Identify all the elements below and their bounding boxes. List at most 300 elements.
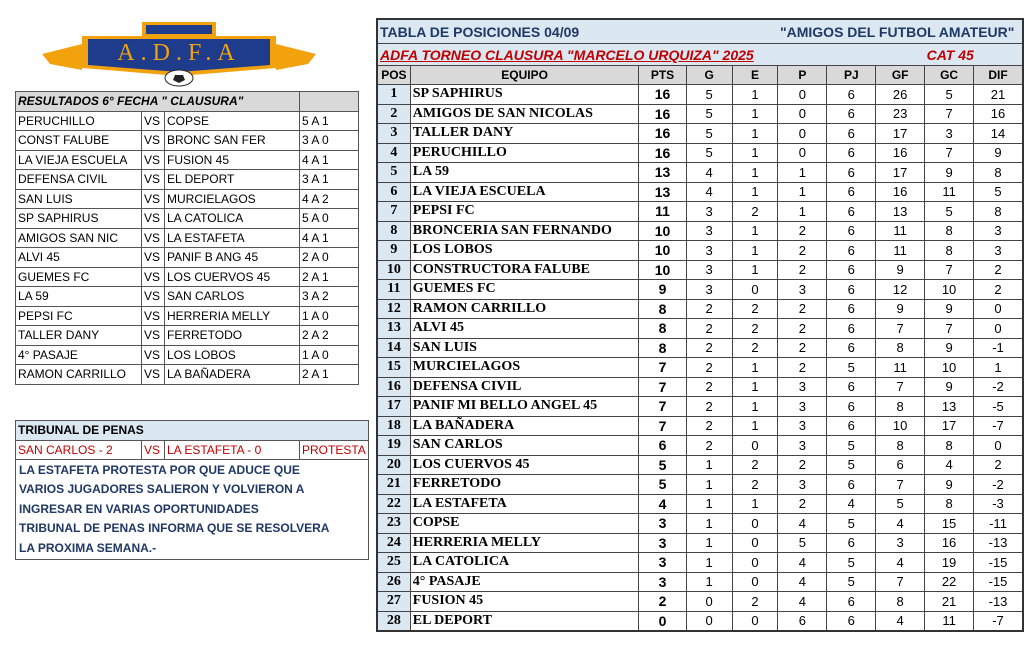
lost-cell: 3 — [778, 280, 827, 300]
played-cell: 6 — [827, 202, 876, 222]
position-cell: 2 — [377, 104, 410, 124]
points-cell: 7 — [639, 416, 686, 436]
column-header: GF — [876, 66, 925, 85]
points-cell: 6 — [639, 436, 686, 456]
result-score: 4 A 1 — [300, 150, 359, 170]
result-home-team: TALLER DANY — [16, 326, 142, 346]
won-cell: 3 — [686, 260, 732, 280]
won-cell: 3 — [686, 280, 732, 300]
drawn-cell: 0 — [732, 436, 778, 456]
goal-diff-cell: -2 — [974, 377, 1023, 397]
position-cell: 24 — [377, 533, 410, 553]
points-cell: 3 — [639, 533, 686, 553]
drawn-cell: 1 — [732, 124, 778, 144]
standings-row — [377, 358, 1023, 378]
column-header: PJ — [827, 66, 876, 85]
result-away-team: COPSE — [165, 111, 300, 131]
result-vs: VS — [142, 209, 165, 229]
goals-for-cell: 3 — [876, 533, 925, 553]
position-cell: 21 — [377, 475, 410, 495]
lost-cell: 4 — [778, 592, 827, 612]
team-cell: LA CATOLICA — [410, 553, 639, 573]
standings-row — [377, 436, 1023, 456]
team-cell: LA ESTAFETA — [410, 494, 639, 514]
result-row — [16, 326, 359, 346]
result-row — [16, 150, 359, 170]
played-cell: 6 — [827, 611, 876, 631]
team-cell: 4° PASAJE — [410, 572, 639, 592]
goals-against-cell: 7 — [925, 143, 974, 163]
position-cell: 1 — [377, 85, 410, 105]
drawn-cell: 1 — [732, 221, 778, 241]
team-cell: AMIGOS DE SAN NICOLAS — [410, 104, 639, 124]
drawn-cell: 1 — [732, 143, 778, 163]
lost-cell: 2 — [778, 299, 827, 319]
goals-against-cell: 9 — [925, 338, 974, 358]
standings-row — [377, 611, 1023, 631]
column-header: EQUIPO — [410, 66, 639, 85]
result-score: 1 A 0 — [300, 345, 359, 365]
team-cell: GUEMES FC — [410, 280, 639, 300]
won-cell: 1 — [686, 572, 732, 592]
result-vs: VS — [142, 170, 165, 190]
standings-row — [377, 455, 1023, 475]
drawn-cell: 2 — [732, 475, 778, 495]
goals-against-cell: 3 — [925, 124, 974, 144]
tribunal-away: LA ESTAFETA - 0 — [165, 440, 300, 460]
played-cell: 6 — [827, 241, 876, 261]
result-score: 4 A 2 — [300, 189, 359, 209]
goals-against-cell: 9 — [925, 299, 974, 319]
result-score: 5 A 0 — [300, 209, 359, 229]
played-cell: 4 — [827, 494, 876, 514]
goal-diff-cell: 5 — [974, 182, 1023, 202]
lost-cell: 6 — [778, 611, 827, 631]
tribunal-note-line: INGRESAR EN VARIAS OPORTUNIDADES — [19, 501, 259, 516]
lost-cell: 2 — [778, 494, 827, 514]
goal-diff-cell: -13 — [974, 533, 1023, 553]
goals-for-cell: 12 — [876, 280, 925, 300]
standings-row — [377, 124, 1023, 144]
position-cell: 22 — [377, 494, 410, 514]
result-home-team: SP SAPHIRUS — [16, 209, 142, 229]
standings-row — [377, 572, 1023, 592]
won-cell: 2 — [686, 319, 732, 339]
goals-against-cell: 22 — [925, 572, 974, 592]
goal-diff-cell: 2 — [974, 280, 1023, 300]
position-cell: 15 — [377, 358, 410, 378]
played-cell: 6 — [827, 221, 876, 241]
goal-diff-cell: 0 — [974, 299, 1023, 319]
points-cell: 9 — [639, 280, 686, 300]
result-away-team: EL DEPORT — [165, 170, 300, 190]
adfa-logo — [42, 18, 316, 88]
results-title: RESULTADOS 6° FECHA " CLAUSURA" — [16, 92, 300, 112]
tribunal-vs: VS — [142, 440, 165, 460]
result-row — [16, 131, 359, 151]
position-cell: 9 — [377, 241, 410, 261]
result-home-team: CONST FALUBE — [16, 131, 142, 151]
points-cell: 3 — [639, 553, 686, 573]
position-cell: 18 — [377, 416, 410, 436]
position-cell: 6 — [377, 182, 410, 202]
points-cell: 13 — [639, 163, 686, 183]
result-vs: VS — [142, 326, 165, 346]
won-cell: 2 — [686, 299, 732, 319]
standings-row — [377, 319, 1023, 339]
standings-row — [377, 85, 1023, 105]
won-cell: 3 — [686, 221, 732, 241]
goals-for-cell: 16 — [876, 143, 925, 163]
result-score: 1 A 0 — [300, 306, 359, 326]
goal-diff-cell: -13 — [974, 592, 1023, 612]
goals-for-cell: 11 — [876, 358, 925, 378]
lost-cell: 4 — [778, 572, 827, 592]
points-cell: 10 — [639, 241, 686, 261]
lost-cell: 3 — [778, 416, 827, 436]
drawn-cell: 1 — [732, 377, 778, 397]
standings-row — [377, 416, 1023, 436]
team-cell: FERRETODO — [410, 475, 639, 495]
result-away-team: LA CATOLICA — [165, 209, 300, 229]
result-vs: VS — [142, 248, 165, 268]
goals-against-cell: 11 — [925, 611, 974, 631]
result-home-team: GUEMES FC — [16, 267, 142, 287]
played-cell: 6 — [827, 260, 876, 280]
tribunal-note-line: LA ESTAFETA PROTESTA POR QUE ADUCE QUE — [19, 463, 300, 477]
result-home-team: DEFENSA CIVIL — [16, 170, 142, 190]
won-cell: 5 — [686, 85, 732, 105]
won-cell: 1 — [686, 455, 732, 475]
result-away-team: FUSION 45 — [165, 150, 300, 170]
goal-diff-cell: 14 — [974, 124, 1023, 144]
won-cell: 0 — [686, 611, 732, 631]
goal-diff-cell: 8 — [974, 202, 1023, 222]
goals-against-cell: 13 — [925, 397, 974, 417]
goals-against-cell: 15 — [925, 514, 974, 534]
goals-against-cell: 9 — [925, 475, 974, 495]
goals-for-cell: 11 — [876, 241, 925, 261]
standings-row — [377, 143, 1023, 163]
result-away-team: PANIF B ANG 45 — [165, 248, 300, 268]
won-cell: 2 — [686, 397, 732, 417]
lost-cell: 2 — [778, 358, 827, 378]
points-cell: 3 — [639, 514, 686, 534]
standings-row — [377, 553, 1023, 573]
goals-against-cell: 5 — [925, 85, 974, 105]
standings-row — [377, 202, 1023, 222]
standings-row — [377, 299, 1023, 319]
played-cell: 5 — [827, 572, 876, 592]
drawn-cell: 1 — [732, 182, 778, 202]
column-header: POS — [377, 66, 410, 85]
tribunal-home: SAN CARLOS - 2 — [16, 440, 142, 460]
goals-against-cell: 9 — [925, 163, 974, 183]
team-cell: LA VIEJA ESCUELA — [410, 182, 639, 202]
goals-for-cell: 23 — [876, 104, 925, 124]
team-cell: DEFENSA CIVIL — [410, 377, 639, 397]
goals-for-cell: 16 — [876, 182, 925, 202]
lost-cell: 0 — [778, 104, 827, 124]
result-score: 3 A 0 — [300, 131, 359, 151]
position-cell: 11 — [377, 280, 410, 300]
result-away-team: LA ESTAFETA — [165, 228, 300, 248]
goals-for-cell: 7 — [876, 572, 925, 592]
team-cell: LA BAÑADERA — [410, 416, 639, 436]
result-home-team: RAMON CARRILLO — [16, 365, 142, 385]
goal-diff-cell: 0 — [974, 436, 1023, 456]
team-cell: SAN CARLOS — [410, 436, 639, 456]
won-cell: 0 — [686, 592, 732, 612]
lost-cell: 0 — [778, 124, 827, 144]
goal-diff-cell: -7 — [974, 416, 1023, 436]
drawn-cell: 1 — [732, 494, 778, 514]
drawn-cell: 2 — [732, 202, 778, 222]
standings-row — [377, 494, 1023, 514]
position-cell: 3 — [377, 124, 410, 144]
drawn-cell: 1 — [732, 397, 778, 417]
position-cell: 19 — [377, 436, 410, 456]
standings-row — [377, 592, 1023, 612]
logo-text: A.D.F.A — [117, 40, 241, 66]
won-cell: 2 — [686, 416, 732, 436]
standings-title: TABLA DE POSICIONES 04/09 — [377, 19, 778, 44]
goals-against-cell: 8 — [925, 494, 974, 514]
goals-for-cell: 9 — [876, 299, 925, 319]
won-cell: 5 — [686, 104, 732, 124]
points-cell: 10 — [639, 221, 686, 241]
goals-against-cell: 5 — [925, 202, 974, 222]
lost-cell: 1 — [778, 163, 827, 183]
played-cell: 6 — [827, 124, 876, 144]
points-cell: 8 — [639, 319, 686, 339]
won-cell: 1 — [686, 533, 732, 553]
goals-for-cell: 8 — [876, 338, 925, 358]
standings-row — [377, 241, 1023, 261]
drawn-cell: 0 — [732, 572, 778, 592]
goal-diff-cell: -5 — [974, 397, 1023, 417]
standings-organization: "AMIGOS DEL FUTBOL AMATEUR" — [778, 19, 1023, 44]
result-away-team: LOS CUERVOS 45 — [165, 267, 300, 287]
team-cell: SP SAPHIRUS — [410, 85, 639, 105]
lost-cell: 3 — [778, 397, 827, 417]
standings-row — [377, 338, 1023, 358]
tribunal-note-line: LA PROXIMA SEMANA.- — [19, 540, 157, 555]
position-cell: 28 — [377, 611, 410, 631]
goals-against-cell: 9 — [925, 377, 974, 397]
lost-cell: 1 — [778, 182, 827, 202]
team-cell: SAN LUIS — [410, 338, 639, 358]
goals-for-cell: 5 — [876, 494, 925, 514]
standings-row — [377, 104, 1023, 124]
lost-cell: 0 — [778, 85, 827, 105]
points-cell: 4 — [639, 494, 686, 514]
lost-cell: 2 — [778, 260, 827, 280]
standings-row — [377, 260, 1023, 280]
result-away-team: BRONC SAN FER — [165, 131, 300, 151]
goals-for-cell: 4 — [876, 514, 925, 534]
result-home-team: 4° PASAJE — [16, 345, 142, 365]
won-cell: 2 — [686, 338, 732, 358]
tribunal-note — [16, 460, 369, 560]
standings-row — [377, 280, 1023, 300]
won-cell: 5 — [686, 143, 732, 163]
team-cell: PEPSI FC — [410, 202, 639, 222]
lost-cell: 2 — [778, 221, 827, 241]
points-cell: 13 — [639, 182, 686, 202]
goals-for-cell: 9 — [876, 260, 925, 280]
goals-for-cell: 8 — [876, 592, 925, 612]
tribunal-note-line: TRIBUNAL DE PENAS INFORMA QUE SE RESOLVERA — [19, 521, 330, 536]
drawn-cell: 1 — [732, 104, 778, 124]
lost-cell: 4 — [778, 514, 827, 534]
position-cell: 26 — [377, 572, 410, 592]
goal-diff-cell: 9 — [974, 143, 1023, 163]
goals-for-cell: 13 — [876, 202, 925, 222]
goals-against-cell: 4 — [925, 455, 974, 475]
goals-for-cell: 4 — [876, 553, 925, 573]
played-cell: 6 — [827, 319, 876, 339]
won-cell: 5 — [686, 124, 732, 144]
drawn-cell: 1 — [732, 241, 778, 261]
played-cell: 6 — [827, 182, 876, 202]
played-cell: 6 — [827, 475, 876, 495]
standings-row — [377, 475, 1023, 495]
lost-cell: 3 — [778, 377, 827, 397]
points-cell: 7 — [639, 358, 686, 378]
standings-table — [376, 18, 1024, 632]
standings-row — [377, 182, 1023, 202]
goals-for-cell: 8 — [876, 397, 925, 417]
played-cell: 6 — [827, 280, 876, 300]
drawn-cell: 0 — [732, 533, 778, 553]
result-home-team: PEPSI FC — [16, 306, 142, 326]
goals-for-cell: 7 — [876, 319, 925, 339]
played-cell: 5 — [827, 455, 876, 475]
lost-cell: 5 — [778, 533, 827, 553]
goals-against-cell: 10 — [925, 358, 974, 378]
points-cell: 7 — [639, 377, 686, 397]
goal-diff-cell: -7 — [974, 611, 1023, 631]
goal-diff-cell: -3 — [974, 494, 1023, 514]
goal-diff-cell: 0 — [974, 319, 1023, 339]
won-cell: 3 — [686, 241, 732, 261]
result-vs: VS — [142, 287, 165, 307]
goals-against-cell: 8 — [925, 221, 974, 241]
position-cell: 27 — [377, 592, 410, 612]
goal-diff-cell: -15 — [974, 572, 1023, 592]
drawn-cell: 1 — [732, 163, 778, 183]
position-cell: 12 — [377, 299, 410, 319]
drawn-cell: 1 — [732, 260, 778, 280]
played-cell: 6 — [827, 104, 876, 124]
points-cell: 5 — [639, 475, 686, 495]
goal-diff-cell: 1 — [974, 358, 1023, 378]
position-cell: 23 — [377, 514, 410, 534]
result-home-team: AMIGOS SAN NIC — [16, 228, 142, 248]
result-home-team: SAN LUIS — [16, 189, 142, 209]
team-cell: BRONCERIA SAN FERNANDO — [410, 221, 639, 241]
position-cell: 7 — [377, 202, 410, 222]
result-score: 2 A 2 — [300, 326, 359, 346]
team-cell: LA 59 — [410, 163, 639, 183]
won-cell: 2 — [686, 436, 732, 456]
points-cell: 8 — [639, 338, 686, 358]
played-cell: 5 — [827, 553, 876, 573]
standings-row — [377, 397, 1023, 417]
goals-for-cell: 6 — [876, 455, 925, 475]
tournament-name: ADFA TORNEO CLAUSURA "MARCELO URQUIZA" 2025 — [377, 44, 925, 66]
team-cell: LOS CUERVOS 45 — [410, 455, 639, 475]
position-cell: 20 — [377, 455, 410, 475]
won-cell: 1 — [686, 553, 732, 573]
goal-diff-cell: 16 — [974, 104, 1023, 124]
goal-diff-cell: -11 — [974, 514, 1023, 534]
column-header: DIF — [974, 66, 1023, 85]
team-cell: PANIF MI BELLO ANGEL 45 — [410, 397, 639, 417]
played-cell: 6 — [827, 377, 876, 397]
goal-diff-cell: 3 — [974, 221, 1023, 241]
goals-against-cell: 7 — [925, 319, 974, 339]
result-score: 4 A 1 — [300, 228, 359, 248]
result-score: 2 A 1 — [300, 365, 359, 385]
played-cell: 6 — [827, 143, 876, 163]
won-cell: 2 — [686, 377, 732, 397]
team-cell: LOS LOBOS — [410, 241, 639, 261]
drawn-cell: 0 — [732, 553, 778, 573]
result-vs: VS — [142, 345, 165, 365]
goals-for-cell: 7 — [876, 475, 925, 495]
result-row — [16, 345, 359, 365]
team-cell: TALLER DANY — [410, 124, 639, 144]
position-cell: 13 — [377, 319, 410, 339]
won-cell: 1 — [686, 475, 732, 495]
position-cell: 8 — [377, 221, 410, 241]
column-header: G — [686, 66, 732, 85]
result-row — [16, 365, 359, 385]
points-cell: 7 — [639, 397, 686, 417]
points-cell: 5 — [639, 455, 686, 475]
results-table — [15, 91, 359, 385]
goals-for-cell: 17 — [876, 163, 925, 183]
standings-row — [377, 163, 1023, 183]
result-vs: VS — [142, 150, 165, 170]
result-away-team: LA BAÑADERA — [165, 365, 300, 385]
lost-cell: 1 — [778, 202, 827, 222]
goals-for-cell: 11 — [876, 221, 925, 241]
result-row — [16, 209, 359, 229]
result-away-team: FERRETODO — [165, 326, 300, 346]
position-cell: 17 — [377, 397, 410, 417]
column-header: PTS — [639, 66, 686, 85]
played-cell: 6 — [827, 533, 876, 553]
goals-against-cell: 11 — [925, 182, 974, 202]
goals-against-cell: 7 — [925, 260, 974, 280]
goals-against-cell: 10 — [925, 280, 974, 300]
points-cell: 16 — [639, 143, 686, 163]
points-cell: 3 — [639, 572, 686, 592]
result-row — [16, 287, 359, 307]
lost-cell: 2 — [778, 338, 827, 358]
result-vs: VS — [142, 365, 165, 385]
played-cell: 6 — [827, 592, 876, 612]
drawn-cell: 0 — [732, 514, 778, 534]
lost-cell: 3 — [778, 436, 827, 456]
drawn-cell: 2 — [732, 299, 778, 319]
team-cell: ALVI 45 — [410, 319, 639, 339]
points-cell: 2 — [639, 592, 686, 612]
position-cell: 5 — [377, 163, 410, 183]
